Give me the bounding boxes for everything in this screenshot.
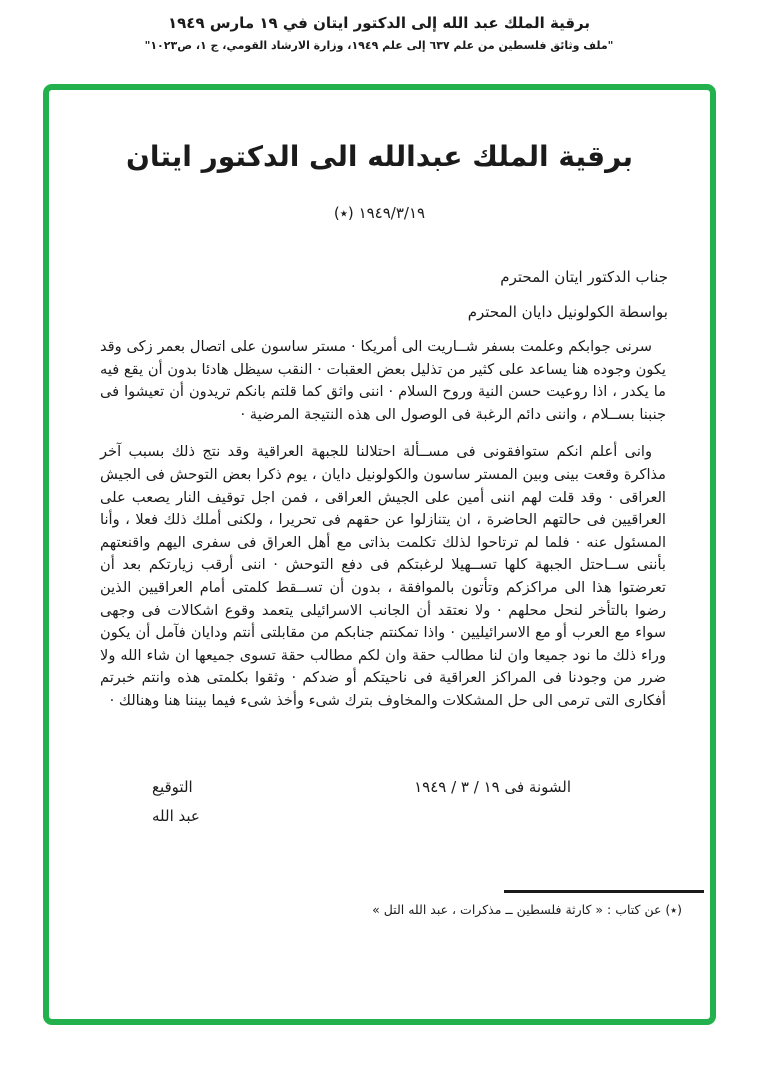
document-date: ١٩٤٩/٣/١٩ (٭) <box>333 204 426 222</box>
signature-row <box>100 778 666 796</box>
header-title: برقية الملك عبد الله إلى الدكتور ايتان في ١٩ مارس ١٩٤٩ <box>168 14 590 32</box>
footnote: (٭) عن كتاب : « كارثة فلسطين ــ مذكرات ، عبد الله التل » <box>372 902 682 917</box>
signature-name: عبد الله <box>152 807 200 825</box>
signature-label: التوقيع <box>152 778 193 796</box>
page-header <box>0 0 758 52</box>
letter-body <box>100 336 666 728</box>
document-title: برقية الملك عبدالله الى الدكتور ايتان <box>125 140 634 173</box>
salutation-line-via: بواسطة الكولونيل دايان المحترم <box>467 303 668 321</box>
footnote-divider <box>504 890 704 893</box>
salutation-block <box>468 260 668 330</box>
signature-place-date: الشونة فى ١٩ / ٣ / ١٩٤٩ <box>414 778 571 796</box>
letter-paragraph-1: سرنى جوابكم وعلمت بسفر شــاريت الى أمريكا · مستر ساسون على اتصال بعمر زكى وقد يكون وجوده هنا يساعد على كثير من تذليل بعض العقبات · النقب سيظل هادئا بدون أن يقع فيه ما يكدر ، اذا روعيت حسن النية وروح السلام · اننى واثق كما قلتم بانكم تريدون أن تعيشوا فى جنبنا بســلام ، واننى دائم الرغبة فى الوصول الى هذه النتيجة المرضية · <box>100 338 666 423</box>
header-source-citation: "ملف وثائق فلسطين من علم ٦٣٧ إلى علم ١٩٤٩، وزارة الارشاد القومي، ج ١، ص١٠٢٣" <box>144 39 614 52</box>
salutation-line-recipient: جناب الدكتور ايتان المحترم <box>500 268 668 286</box>
letter-paragraph-2: وانى أعلم انكم ستوافقونى فى مســألة احتلالنا للجبهة العراقية وقد نتج ذلك بسبب آخر مذاكرة وقعت بينى وبين المستر ساسون والكولونيل دايان ، يوم ذكرا بعض التوحش فى الجيش العراقى · وقد قلت لهم اننى أمين على الجيش العراقى ، فمن اجل توقيف النار يصعب على العراقيين فى حالتهم الحاضرة ، ان يتنازلوا عن حقهم فى تحريرا ، ولكنى أملك ذلك فعلا ، وأنا المسئول عنه · فلما لم ترتاحوا لذلك تكلمت بذاتى مع أهل العراق فى سفرى اليهم واقنعتهم بأننى ســاحتل الجبهة كلها تســهيلا لرغبتكم فى دفع التوحش · اننى أرقب زيارتكم بعد أن تعرضتوا هذا الى مراكزكم وتأتون بالموافقة ، بدون أن تســقط كلمتى أمام العراقيين الذين رضوا بالتأخر لنحل محلهم · ولا نعتقد أن الجانب الاسرائيلى يتعمد وقوع اشكالات فى وجهى سواء مع العرب أو مع الاسرائيليين · واذا تمكنتم جنابكم من مقابلتى أنتم ودايان فآمل أن يكون وراء ذلك ما نود جميعا وان لنا مطالب حقة وان لكم مطالب حقة تسوى جميعها ان شاء الله ولا ضرر من وجودنا فى المراكز العراقية فى ناحيتكم أو ضدكم · وثقوا بكلمتى هذه وانتم خبرتم أفكارى التى ترمى الى حل المشكلات والمخاوف بترك شىء وأخذ شىء فيما بيننا هنا وهنالك · <box>100 443 666 709</box>
document-frame <box>43 84 716 1025</box>
